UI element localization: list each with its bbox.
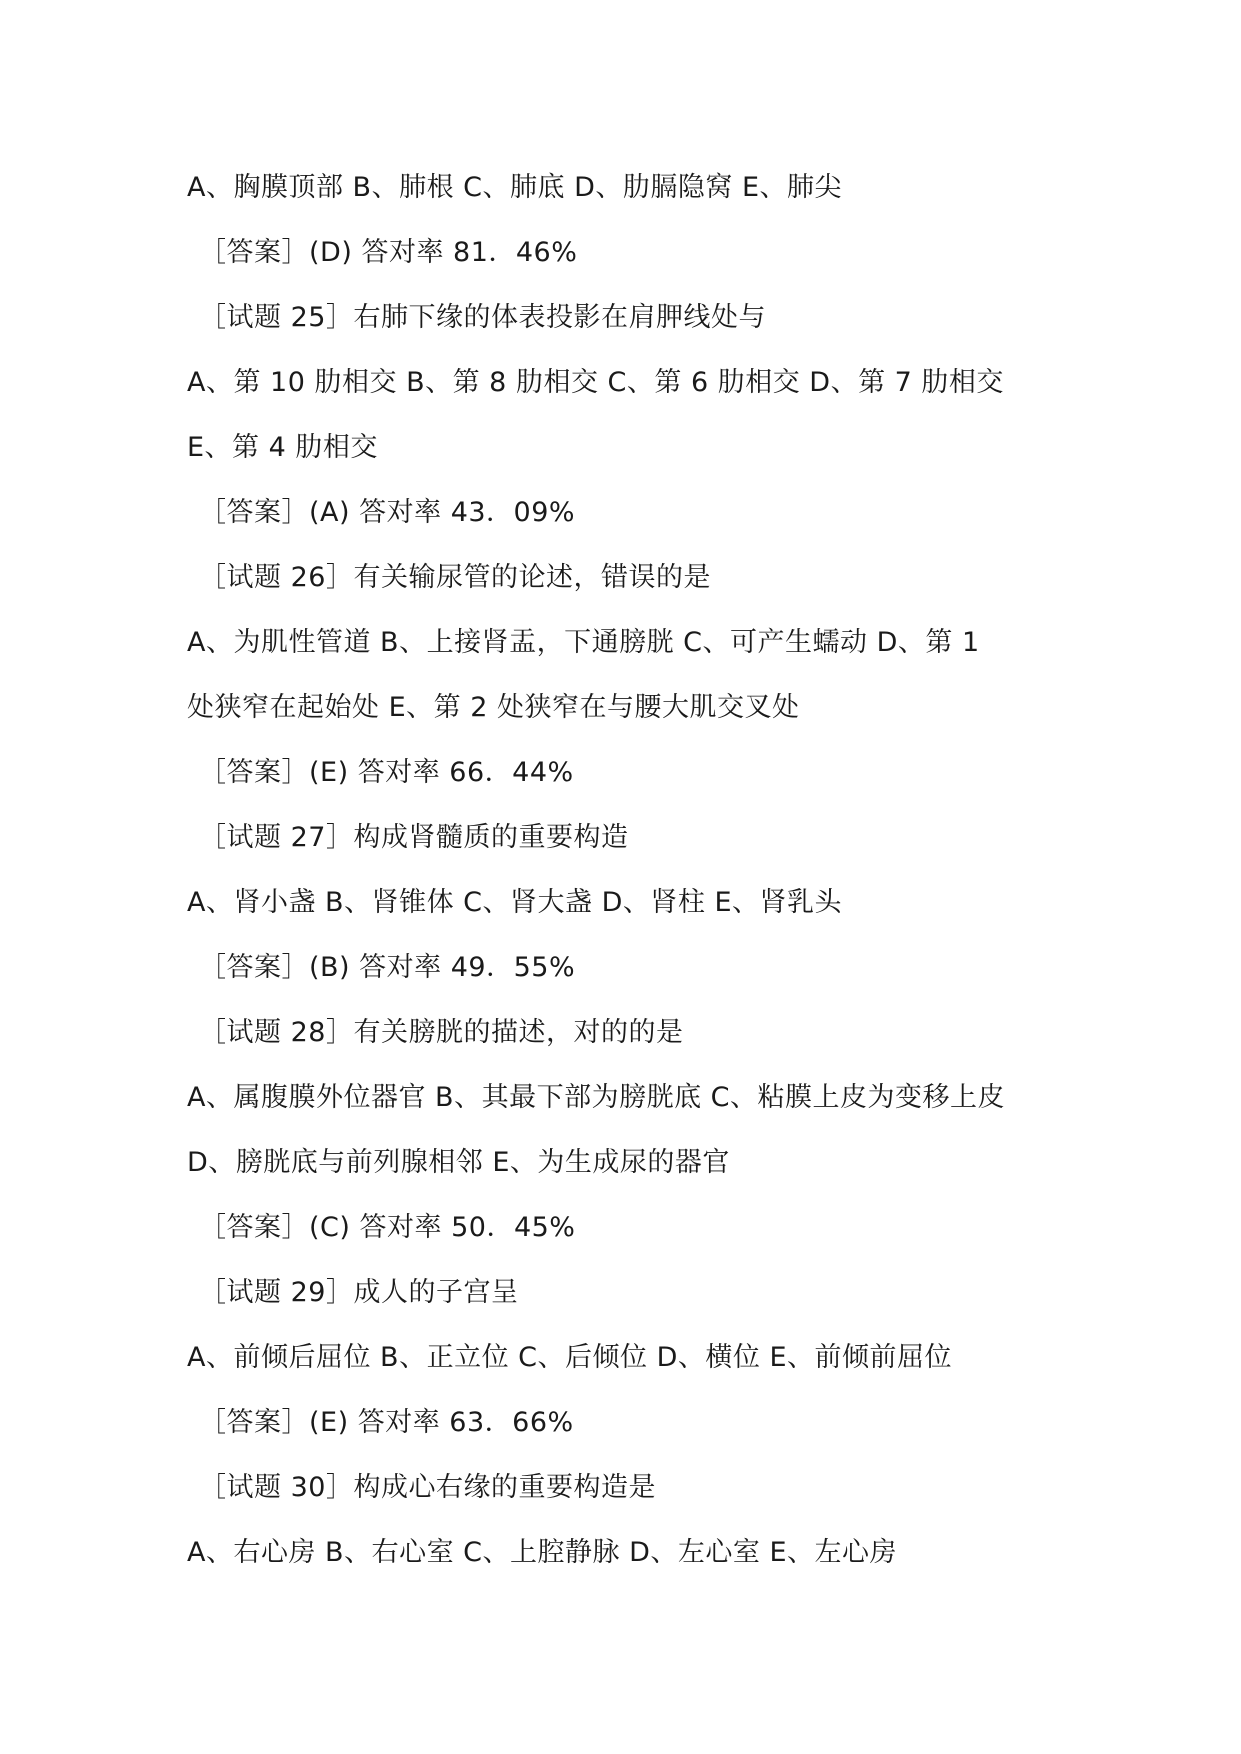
- answer-line: ［答案］(A) 答对率 43．09%: [199, 497, 576, 528]
- answer-line: ［答案］(E) 答对率 66．44%: [199, 757, 574, 788]
- question-line: ［试题 25］右肺下缘的体表投影在肩胛线处与: [199, 302, 766, 333]
- options-line: A、为肌性管道 B、上接肾盂，下通膀胱 C、可产生蠕动 D、第 1: [187, 627, 980, 658]
- options-line: A、胸膜顶部 B、肺根 C、肺底 D、肋膈隐窝 E、肺尖: [187, 172, 843, 203]
- question-line: ［试题 29］成人的子宫呈: [199, 1277, 519, 1308]
- answer-line: ［答案］(E) 答对率 63．66%: [199, 1407, 574, 1438]
- options-line: A、肾小盏 B、肾锥体 C、肾大盏 D、肾柱 E、肾乳头: [187, 887, 843, 918]
- question-line: ［试题 28］有关膀胱的描述，对的的是: [199, 1017, 684, 1048]
- options-line: A、属腹膜外位器官 B、其最下部为膀胱底 C、粘膜上皮为变移上皮: [187, 1082, 1006, 1113]
- question-line: ［试题 30］构成心右缘的重要构造是: [199, 1472, 656, 1503]
- options-line: A、右心房 B、右心室 C、上腔静脉 D、左心室 E、左心房: [187, 1537, 898, 1568]
- question-line: ［试题 27］构成肾髓质的重要构造: [199, 822, 629, 853]
- options-line: A、第 10 肋相交 B、第 8 肋相交 C、第 6 肋相交 D、第 7 肋相交: [187, 367, 1004, 398]
- question-line: ［试题 26］有关输尿管的论述，错误的是: [199, 562, 711, 593]
- options-line: A、前倾后屈位 B、正立位 C、后倾位 D、横位 E、前倾前屈位: [187, 1342, 953, 1373]
- options-line: 处狭窄在起始处 E、第 2 处狭窄在与腰大肌交叉处: [187, 692, 800, 723]
- options-line: D、膀胱底与前列腺相邻 E、为生成尿的器官: [187, 1147, 730, 1178]
- answer-line: ［答案］(C) 答对率 50．45%: [199, 1212, 576, 1243]
- answer-line: ［答案］(B) 答对率 49．55%: [199, 952, 576, 983]
- answer-line: ［答案］(D) 答对率 81．46%: [199, 237, 578, 268]
- options-line: E、第 4 肋相交: [187, 432, 378, 463]
